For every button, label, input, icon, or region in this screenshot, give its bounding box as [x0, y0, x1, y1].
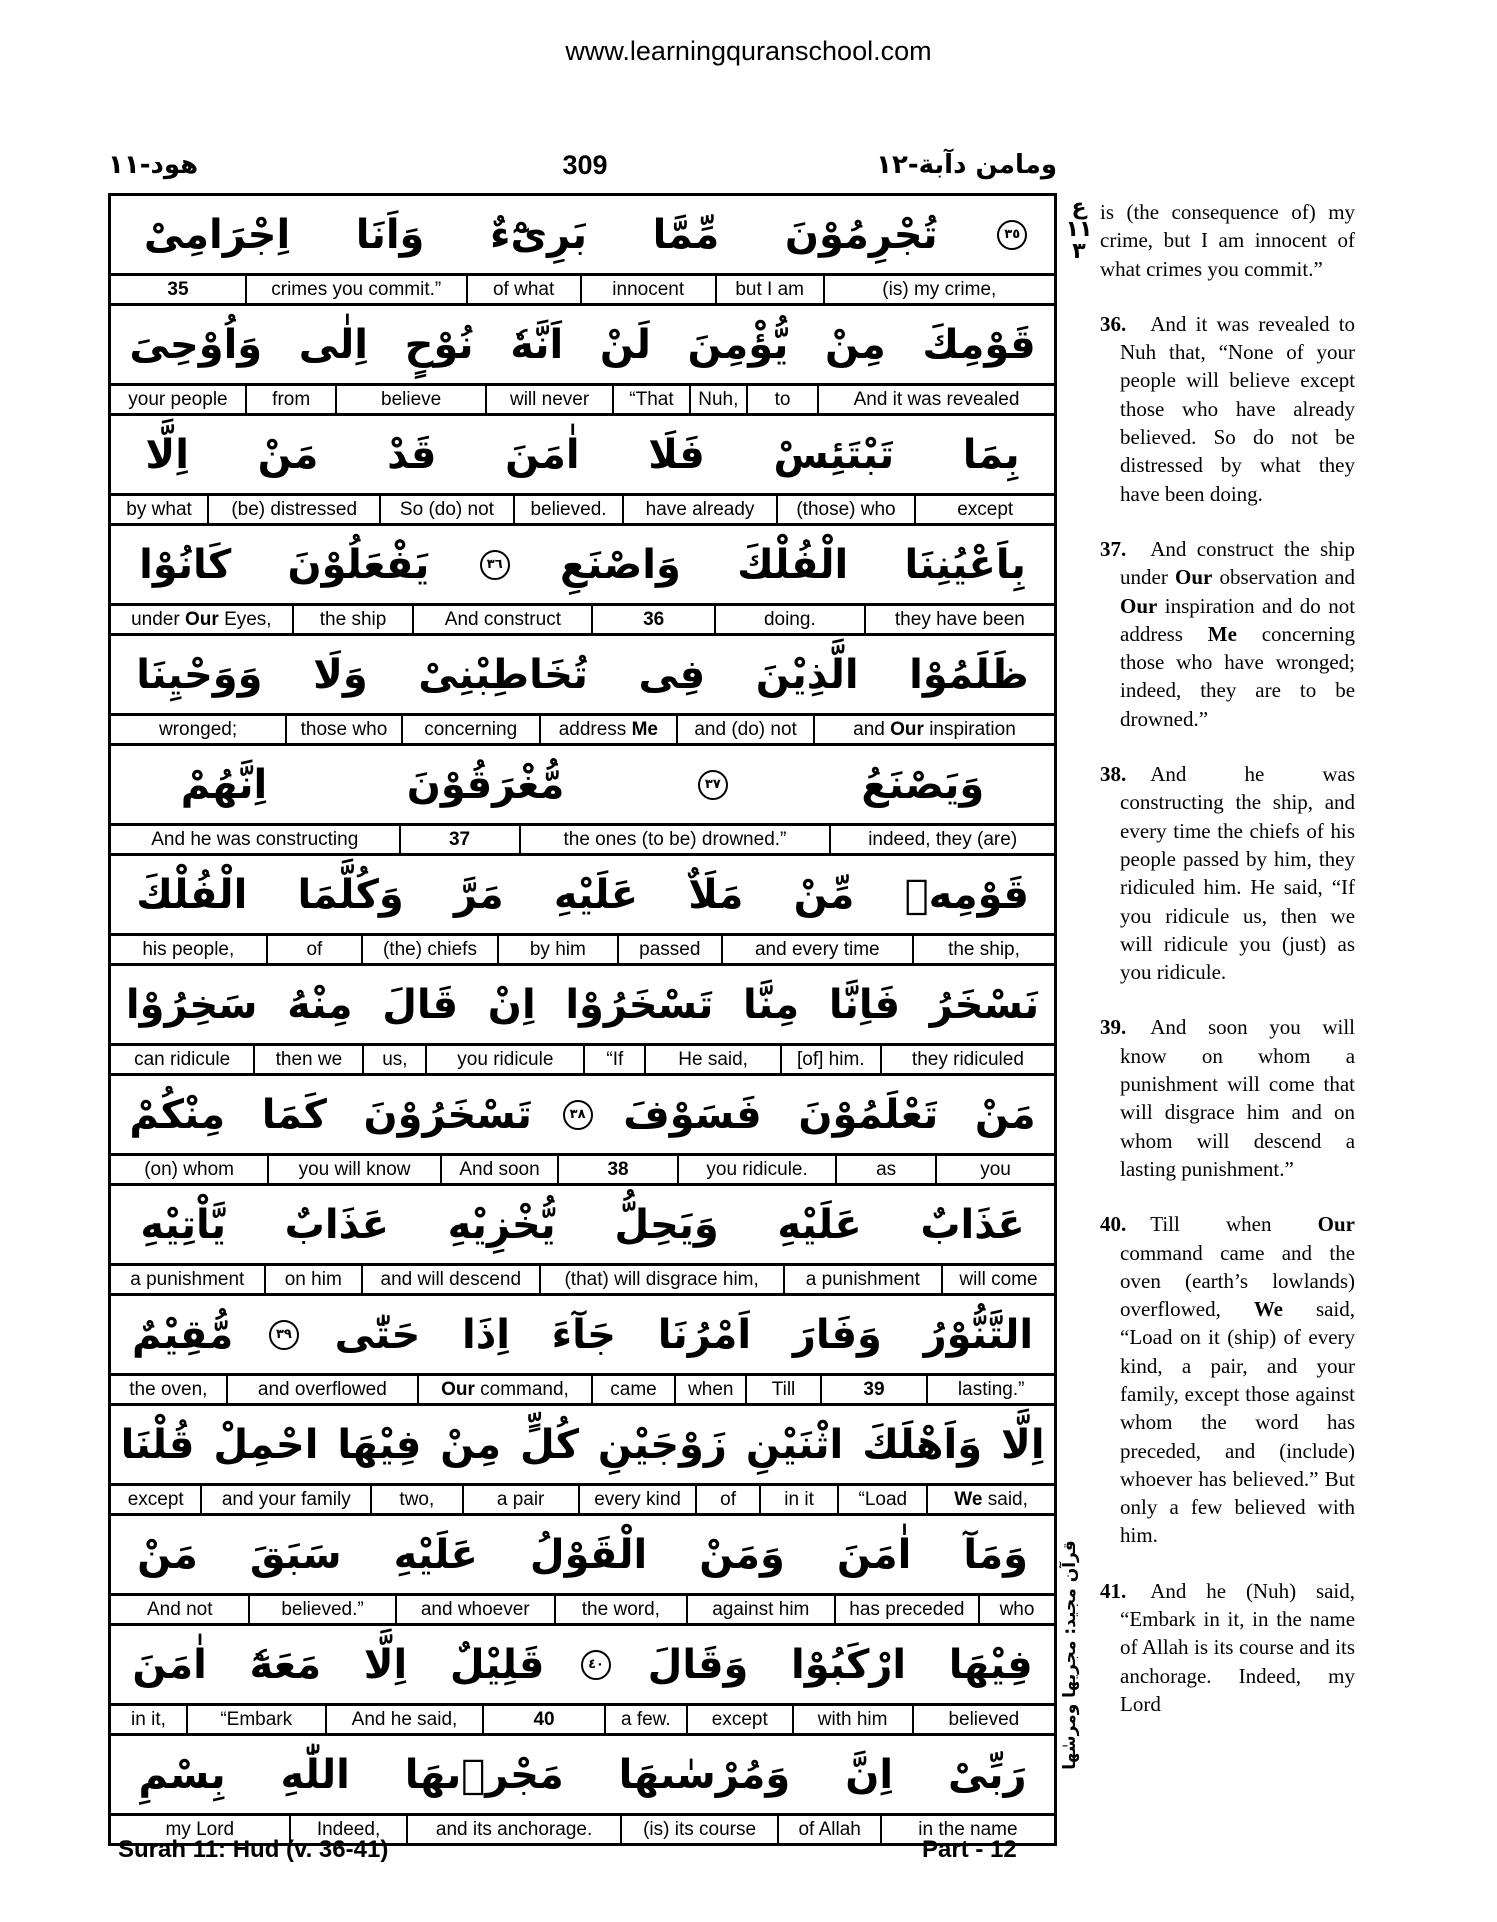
arabic-word: عَذَابٌ	[284, 1201, 390, 1248]
english-gloss-cell: can ridicule	[111, 1046, 255, 1073]
english-gloss-cell: you will know	[269, 1156, 442, 1183]
arabic-word: وَمَنْ	[699, 1531, 785, 1578]
verse-number-cell: 40	[484, 1706, 605, 1733]
verse-number-cell: 38	[559, 1156, 679, 1183]
english-row	[111, 386, 1054, 416]
arabic-word: اِلَّا	[1001, 1421, 1045, 1468]
arabic-word: فِیْهَا	[948, 1641, 1033, 1688]
verse-number: 41.	[1100, 1578, 1127, 1603]
arabic-word: نَسْخَرُ	[929, 981, 1040, 1028]
arabic-word: یَفْعَلُوْنَ	[287, 541, 430, 588]
ayah-end-marker-icon: ٣٧	[698, 770, 728, 800]
arabic-word: اِلٰی	[298, 321, 368, 368]
english-gloss-cell: and Our inspiration	[853, 719, 1016, 740]
arabic-word: اِنَّهُمْ	[180, 761, 268, 808]
translation-verse	[1100, 760, 1355, 986]
english-gloss-cell: my Lord	[111, 1816, 291, 1843]
english-gloss-cell: He said,	[646, 1046, 781, 1073]
arabic-word: مَرَّ	[453, 871, 504, 918]
arabic-word: كَمَا	[261, 1091, 327, 1138]
english-row	[111, 1046, 1054, 1076]
english-row	[111, 1486, 1054, 1516]
arabic-word: مُّقِیْمٌ	[131, 1311, 234, 1358]
english-gloss-cell: except	[688, 1706, 793, 1733]
arabic-word: تَسْخَرُوْا	[565, 981, 714, 1028]
verse-number-cell: 35	[111, 276, 247, 303]
arabic-word: رَبِّیْ	[948, 1751, 1027, 1798]
arabic-row	[111, 636, 1054, 716]
english-gloss-cell: against him	[688, 1596, 836, 1623]
margin-note-text: قرآن مجید: مجریھا ومرسٰھا	[1060, 1540, 1080, 1770]
english-gloss-cell: (on) whom	[111, 1156, 269, 1183]
emphasis-word: We	[954, 1489, 983, 1510]
verse-text: And it was revealed to Nuh that, “None of your people will believe except those who have already believed. So do not be distressed by what they have been doing.	[1120, 311, 1356, 506]
english-gloss-cell: and whoever	[397, 1596, 556, 1623]
arabic-word: قُلْنَا	[120, 1421, 195, 1468]
arabic-word: الْقَوْلُ	[529, 1531, 648, 1578]
arabic-word: بِمَا	[962, 431, 1020, 478]
english-gloss-cell: in it	[761, 1486, 840, 1513]
arabic-word: احْمِلْ	[213, 1421, 319, 1468]
ayah-end-marker-icon: ٣٨	[563, 1100, 593, 1130]
english-gloss-cell: with him	[794, 1706, 914, 1733]
english-gloss-cell: except	[111, 1486, 202, 1513]
header-surah-arabic: هود-١١	[108, 150, 199, 180]
arabic-row	[111, 306, 1054, 386]
english-gloss-cell: us,	[364, 1046, 427, 1073]
arabic-row	[111, 1736, 1054, 1816]
english-gloss-cell: two,	[372, 1486, 463, 1513]
site-url: www.learningquranschool.com	[565, 36, 932, 66]
arabic-word: فَسَوْفَ	[623, 1091, 762, 1138]
arabic-word: وَاُوْحِیَ	[129, 321, 263, 368]
english-gloss-cell: and every time	[723, 936, 914, 963]
english-gloss-cell: of	[268, 936, 363, 963]
arabic-word: لَنْ	[599, 321, 651, 368]
english-gloss-cell: you	[980, 1159, 1011, 1180]
english-row	[111, 936, 1054, 966]
english-gloss-cell: believed	[948, 1709, 1020, 1730]
margin-note	[1050, 1500, 1090, 1810]
arabic-word: تَسْخَرُوْنَ	[363, 1091, 532, 1138]
arabic-word: مُّغْرَقُوْنَ	[406, 761, 565, 808]
english-gloss-cell: the ship,	[948, 939, 1020, 960]
arabic-word: مِنْ	[825, 321, 886, 368]
arabic-word: فِیْهَا	[337, 1421, 422, 1468]
english-gloss-cell: (is) my crime,	[882, 279, 997, 300]
arabic-word: اِذَا	[462, 1311, 510, 1358]
english-gloss-cell: “Embark	[188, 1706, 327, 1733]
english-gloss-cell: those who	[287, 716, 403, 743]
english-gloss-cell: from	[247, 386, 338, 413]
verse-text: And soon you will know on whom a punishment will come that will disgrace him and on whom will descend a lasting punishment.”	[1120, 1015, 1356, 1181]
english-gloss-cell: of what	[468, 276, 582, 303]
verse-number-cell: 37	[401, 826, 521, 853]
english-gloss-cell: in the name	[918, 1819, 1018, 1840]
arabic-word: اٰمَنَ	[836, 1531, 912, 1578]
english-gloss-cell: and will descend	[363, 1266, 541, 1293]
english-gloss-cell: and (do) not	[678, 716, 815, 743]
arabic-word: بَرِیْٓءٌ	[490, 211, 588, 258]
arabic-word: بِسْمِ	[138, 1751, 226, 1798]
english-gloss-cell: you ridicule.	[679, 1156, 837, 1183]
arabic-word: وَلَا	[313, 651, 368, 698]
english-gloss-cell: his people,	[111, 936, 268, 963]
arabic-row	[111, 416, 1054, 496]
arabic-word: اِلَّا	[363, 1641, 408, 1688]
english-gloss-cell: innocent	[582, 276, 717, 303]
arabic-word: ظَلَمُوْا	[909, 651, 1029, 698]
arabic-word: كُلٍّ	[519, 1421, 579, 1468]
arabic-row	[111, 526, 1054, 606]
english-row	[111, 1266, 1054, 1296]
arabic-word: قَالَ	[382, 981, 459, 1028]
arabic-word: قَوْمِهٖ	[904, 871, 1029, 918]
arabic-word: سَبَقَ	[249, 1531, 342, 1578]
english-gloss-cell: but I am	[717, 276, 825, 303]
arabic-word: بِاَعْیُنِنَا	[904, 541, 1026, 588]
english-gloss-cell: who	[999, 1599, 1035, 1620]
arabic-word: وَمَآ	[963, 1531, 1028, 1578]
arabic-word: اِنْ	[487, 981, 536, 1028]
arabic-word: مِّمَّا	[652, 211, 720, 258]
english-gloss-cell: We said,	[954, 1489, 1028, 1510]
english-gloss-cell: came	[593, 1376, 676, 1403]
english-row	[111, 1376, 1054, 1406]
arabic-word: وَمُرْسٰىهَا	[618, 1751, 791, 1798]
arabic-word: اَمْرُنَا	[657, 1311, 752, 1358]
arabic-word: مِنْ	[440, 1421, 502, 1468]
translation-verse	[1100, 1577, 1355, 1718]
arabic-word: اثْنَیْنِ	[745, 1421, 844, 1468]
arabic-row	[111, 1296, 1054, 1376]
ayah-end-marker-icon: ٣٦	[480, 550, 510, 580]
arabic-row	[111, 1626, 1054, 1706]
english-gloss-cell: Our command,	[419, 1376, 593, 1403]
english-gloss-cell: “If	[585, 1046, 646, 1073]
english-gloss-cell: Indeed,	[291, 1816, 409, 1843]
english-gloss-cell: except	[957, 499, 1014, 520]
translation-verse	[1100, 310, 1355, 508]
arabic-word: مِنَّا	[743, 981, 800, 1028]
english-gloss-cell: and your family	[202, 1486, 372, 1513]
arabic-word: وَاصْنَعِ	[559, 541, 681, 588]
arabic-word: یُّؤْمِنَ	[687, 321, 789, 368]
arabic-word: حَتّٰی	[334, 1311, 421, 1358]
english-gloss-cell: and overflowed	[228, 1376, 419, 1403]
english-gloss-cell: and its anchorage.	[408, 1816, 621, 1843]
english-gloss-cell: indeed, they (are)	[868, 829, 1018, 850]
emphasis-word: Me	[631, 719, 658, 740]
english-gloss-cell: as	[837, 1156, 937, 1183]
english-gloss-cell: has preceded	[836, 1596, 980, 1623]
arabic-word: عَلَیْهِ	[777, 1201, 862, 1248]
verse-text: And he (Nuh) said, “Embark in it, in the name of Allah is its course and its anchorage. Indeed, my Lord	[1120, 1578, 1356, 1716]
arabic-word: یُّخْزِیْهِ	[447, 1201, 556, 1248]
verse-number: 36.	[1100, 311, 1127, 336]
english-gloss-cell: And he said,	[327, 1706, 485, 1733]
english-gloss-cell: under Our Eyes,	[111, 606, 294, 633]
verse-number: 38.	[1100, 762, 1127, 787]
arabic-word: وَقَالَ	[647, 1641, 749, 1688]
ayah-end-marker-icon: ٣٥	[997, 220, 1027, 250]
emphasis-word: Our	[441, 1379, 475, 1400]
english-gloss-cell: by him	[499, 936, 619, 963]
english-gloss-cell: concerning	[403, 716, 541, 743]
arabic-word: اللّٰهِ	[280, 1751, 350, 1798]
verse-text: And construct the ship under Our observation and Our inspiration and do not address Me concerning those who have wronged; indeed, they are to be drowned.”	[1120, 536, 1356, 731]
english-gloss-cell: the oven,	[111, 1376, 228, 1403]
verse-number: 40.	[1100, 1212, 1127, 1237]
arabic-word: عَلَیْهِ	[393, 1531, 478, 1578]
arabic-word: الْفُلْكَ	[737, 541, 849, 588]
english-gloss-cell: to	[748, 386, 819, 413]
arabic-row	[111, 1186, 1054, 1266]
english-gloss-cell: And it was revealed	[853, 389, 1020, 410]
verse-text: is (the consequence of) my crime, but I am innocent of what crimes you commit.”	[1100, 200, 1356, 281]
verse-number: 39.	[1100, 1015, 1127, 1040]
english-gloss-cell: Nuh,	[691, 386, 749, 413]
verse-text: And he was constructing the ship, and every time the chiefs of his people passed by him, they ridiculed him. He said, “If you ridicule us, then we will ridicule you (just) as you ridicule.	[1120, 762, 1356, 985]
arabic-word: التَّنُّوْرُ	[923, 1311, 1034, 1358]
english-gloss-cell: of	[697, 1486, 760, 1513]
english-gloss-cell: And he was constructing	[111, 826, 401, 853]
english-gloss-cell: (the) chiefs	[363, 936, 499, 963]
verse-number: 37.	[1100, 536, 1127, 561]
emphasis-word: Our	[1175, 565, 1213, 590]
page-number: 309	[562, 150, 608, 180]
verse-text: Till when Our command came and the oven (earth’s lowlands) overflowed, We said, “Load on it (ship) of every kind, a pair, and your family, except those against whom the word has preceded, and (include) whoever has believed.” But only a few believed with him.	[1120, 1212, 1356, 1548]
english-gloss-cell: address Me	[541, 716, 679, 743]
arabic-word: اٰمَنَ	[505, 431, 580, 478]
english-gloss-cell: a few.	[606, 1706, 688, 1733]
english-gloss-cell: crimes you commit.”	[247, 276, 468, 303]
english-gloss-cell: (is) its course	[622, 1816, 780, 1843]
ayah-end-marker-icon: ٣٩	[269, 1320, 299, 1350]
emphasis-word: Our	[1317, 1212, 1355, 1237]
arabic-word: اٰمَنَ	[132, 1641, 207, 1688]
english-gloss-cell: So (do) not	[381, 496, 514, 523]
arabic-word: اِلَّا	[145, 431, 189, 478]
emphasis-word: Our	[1120, 593, 1158, 618]
arabic-word: قَدْ	[387, 431, 437, 478]
english-gloss-cell: on him	[266, 1266, 363, 1293]
arabic-word: مِنْهُ	[287, 981, 353, 1028]
english-row	[111, 716, 1054, 746]
arabic-word: مَنْ	[257, 431, 319, 478]
english-gloss-cell: believed.”	[250, 1596, 396, 1623]
arabic-word: اَنَّهٗ	[510, 321, 564, 368]
english-gloss-cell: a pair	[464, 1486, 580, 1513]
english-gloss-cell: in it,	[111, 1706, 188, 1733]
arabic-word: یَّاْتِیْهِ	[140, 1201, 227, 1248]
arabic-word: عَلَیْهِ	[553, 871, 639, 918]
english-gloss-cell: passed	[619, 936, 723, 963]
english-gloss-cell: doing.	[716, 606, 866, 633]
english-gloss-cell: [of] him.	[782, 1046, 882, 1073]
english-gloss-cell: will come	[959, 1269, 1038, 1290]
arabic-word: فَلَا	[648, 431, 705, 478]
ayah-end-marker-icon: ٤٠	[581, 1650, 611, 1680]
arabic-word: تَبْتَئِسْ	[773, 431, 895, 478]
arabic-word: وَكُلَّمَا	[297, 871, 404, 918]
english-gloss-cell: will never	[487, 386, 615, 413]
english-gloss-cell: they ridiculed	[911, 1049, 1024, 1070]
arabic-word: وَاَنَا	[355, 211, 425, 258]
header-juz-arabic: ومامن دآبة-١٢	[876, 150, 1057, 180]
english-gloss-cell: And construct	[414, 606, 593, 633]
arabic-word: مَجْرٖىهَا	[404, 1751, 564, 1798]
arabic-word: مَعَهٗٓ	[249, 1641, 322, 1688]
english-row	[111, 1156, 1054, 1186]
arabic-word: سَخِرُوْا	[125, 981, 258, 1028]
english-gloss-cell: the word,	[556, 1596, 688, 1623]
english-gloss-cell: a punishment	[785, 1266, 943, 1293]
arabic-word: فَاِنَّا	[828, 981, 901, 1028]
arabic-row	[111, 196, 1054, 276]
english-gloss-cell: And not	[111, 1596, 250, 1623]
arabic-row	[111, 1516, 1054, 1596]
english-gloss-cell: when	[676, 1376, 747, 1403]
arabic-word: مَلَاٌ	[688, 871, 744, 918]
english-gloss-cell: And soon	[442, 1156, 559, 1183]
english-gloss-cell: wronged;	[111, 716, 287, 743]
arabic-row	[111, 1076, 1054, 1156]
english-row	[111, 1596, 1054, 1626]
ruku-marker: ع ١١ ٣	[1065, 195, 1093, 264]
arabic-word: الَّذِیْنَ	[755, 651, 859, 698]
arabic-word: وَوَحْیِنَا	[136, 651, 263, 698]
emphasis-word: We	[1253, 1297, 1283, 1322]
english-gloss-cell: “That	[614, 386, 690, 413]
translation-verse	[1100, 535, 1355, 733]
english-gloss-cell: then we	[255, 1046, 364, 1073]
arabic-word: الْفُلْكَ	[136, 871, 248, 918]
translation-verse	[1100, 1013, 1355, 1183]
arabic-word: نُوْحٍ	[404, 321, 474, 368]
english-gloss-cell: of Allah	[779, 1816, 881, 1843]
emphasis-word: Me	[1207, 621, 1237, 646]
english-gloss-cell: every kind	[580, 1486, 698, 1513]
english-row	[111, 826, 1054, 856]
arabic-word: وَیَصْنَعُ	[861, 761, 985, 808]
arabic-row	[111, 966, 1054, 1046]
arabic-word: جَآءَ	[551, 1311, 616, 1358]
english-gloss-cell: believe	[337, 386, 486, 413]
arabic-word: وَفَارَ	[792, 1311, 882, 1358]
english-gloss-cell: by what	[111, 496, 209, 523]
arabic-row	[111, 1406, 1054, 1486]
translation-column	[1100, 198, 1355, 1745]
arabic-word: فِی	[638, 651, 706, 698]
english-row	[111, 1706, 1054, 1736]
english-gloss-cell: believed.	[515, 496, 625, 523]
arabic-word: كَانُوْا	[139, 541, 232, 588]
word-by-word-table	[108, 193, 1057, 1846]
arabic-row	[111, 856, 1054, 936]
english-gloss-cell: they have been	[894, 609, 1025, 630]
english-gloss-cell: (that) will disgrace him,	[541, 1266, 785, 1293]
english-gloss-cell: your people	[111, 386, 247, 413]
english-gloss-cell: (be) distressed	[209, 496, 381, 523]
english-gloss-cell: the ones (to be) drowned.”	[521, 826, 832, 853]
arabic-word: اِنَّ	[845, 1751, 894, 1798]
translation-verse	[1100, 198, 1355, 283]
footer-part: Part - 12	[922, 1836, 1017, 1863]
emphasis-word: Our	[185, 609, 219, 630]
english-row	[111, 606, 1054, 636]
verse-number-cell: 39	[822, 1376, 929, 1403]
english-gloss-cell: the ship	[294, 606, 415, 633]
arabic-word: زَوْجَیْنِ	[597, 1421, 727, 1468]
english-row	[111, 496, 1054, 526]
english-gloss-cell: you ridicule	[427, 1046, 585, 1073]
english-gloss-cell: have already	[624, 496, 777, 523]
arabic-word: قَوْمِكَ	[922, 321, 1036, 368]
english-gloss-cell: “Load	[839, 1486, 928, 1513]
english-row	[111, 276, 1054, 306]
arabic-word: اِجْرَامِیْ	[143, 211, 291, 258]
arabic-word: ارْكَبُوْا	[791, 1641, 907, 1688]
emphasis-word: Our	[890, 719, 924, 740]
arabic-word: تُجْرِمُوْنَ	[784, 211, 938, 258]
verse-number-cell: 36	[593, 606, 716, 633]
arabic-word: قَلِیْلٌ	[449, 1641, 545, 1688]
english-gloss-cell: Till	[747, 1376, 821, 1403]
english-gloss-cell: lasting.”	[957, 1379, 1025, 1400]
arabic-word: وَیَحِلُّ	[614, 1201, 719, 1248]
arabic-word: وَاَهْلَكَ	[862, 1421, 983, 1468]
arabic-word: تَعْلَمُوْنَ	[798, 1091, 939, 1138]
english-gloss-cell: (those) who	[778, 496, 917, 523]
english-gloss-cell: a punishment	[111, 1266, 266, 1293]
arabic-word: تُخَاطِبْنِیْ	[418, 651, 588, 698]
arabic-word: مَنْ	[974, 1091, 1036, 1138]
translation-verse	[1100, 1210, 1355, 1550]
arabic-word: مَنْ	[137, 1531, 198, 1578]
arabic-row	[111, 746, 1054, 826]
arabic-word: عَذَابٌ	[920, 1201, 1025, 1248]
arabic-word: مِّنْ	[793, 871, 855, 918]
footer-surah-info: Surah 11: Hud (v. 36-41)	[118, 1836, 389, 1863]
arabic-word: مِنْكُمْ	[129, 1091, 226, 1138]
